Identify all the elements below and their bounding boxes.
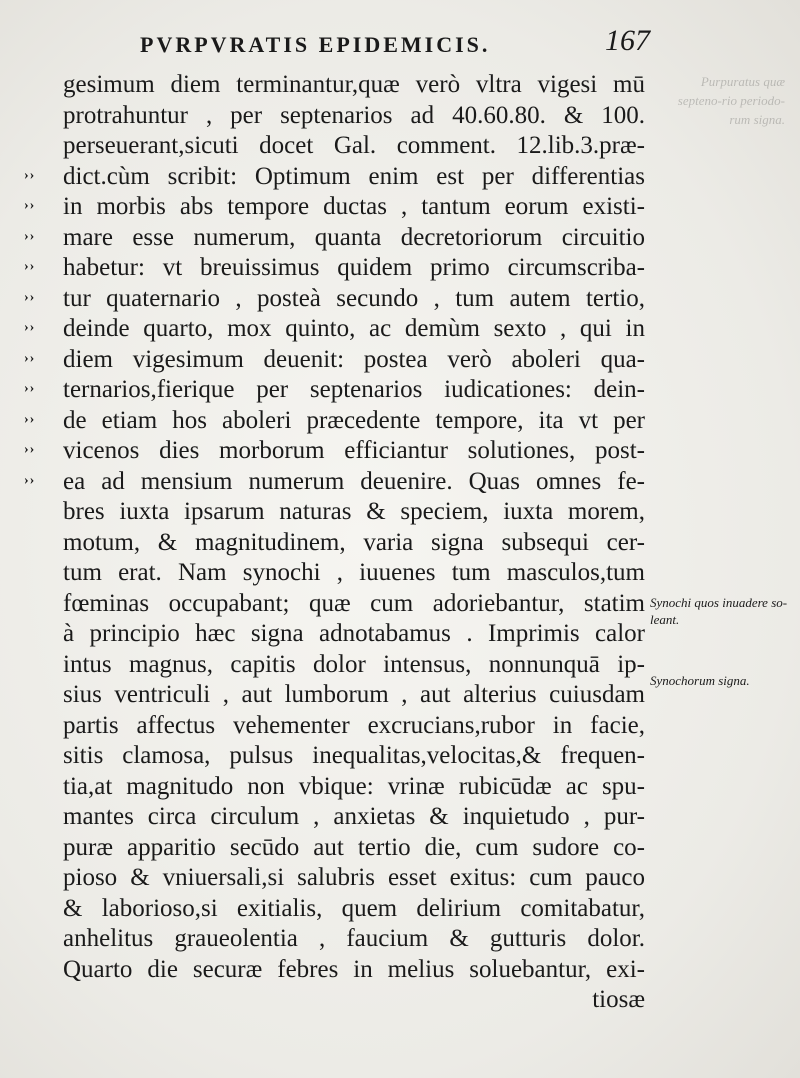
text-line [0,924,800,955]
page-header [140,26,650,60]
text-line [0,131,800,162]
line-text: dict.cùm scribit: Optimum enim est per differentias [63,162,645,190]
quotation-marker: ›› [24,320,36,335]
line-text: perseuerant,sicuti docet Gal. comment. 12.lib.3.præ- [63,132,645,159]
marginal-note-synochorum-signa: Synochorum signa. [650,673,750,688]
quotation-marker: ›› [24,228,36,244]
text-line [0,253,800,284]
line-text: intus magnus, capitis dolor intensus, nonnunquā ip- [63,650,645,678]
text-line [0,741,800,772]
line-text: mantes circa circulum , anxietas & inquietudo , pur- [63,803,645,830]
text-line [0,162,800,193]
text-line [0,467,800,498]
bleed-through-marginal-note: Purpuratus quæ septeno-rio periodo-rum signa. [677,74,785,127]
quotation-marker: ›› [24,198,36,213]
text-line [0,314,800,345]
text-line [0,528,800,559]
text-line [0,375,800,406]
quotation-marker: ›› [24,411,36,427]
text-line [0,70,800,101]
text-line [0,406,800,437]
line-text: vicenos dies morborum efficiantur solutiones, post- [63,437,645,464]
quotation-marker: ›› [24,381,36,396]
text-line [0,985,800,1016]
quotation-marker: ›› [24,472,36,488]
line-text: gesimum diem terminantur,quæ verò vltra vigesi mū [63,71,645,98]
line-text: & laborioso,si exitialis, quem delirium comitabatur, [63,894,645,922]
page-number: 167 [605,24,650,57]
line-text: tiosæ [592,986,645,1013]
quotation-marker: ›› [24,167,36,183]
line-text: sitis clamosa, pulsus inequalitas,velocitas,& frequen- [63,742,645,769]
text-line [0,833,800,864]
body-text [0,70,800,1016]
text-line [0,772,800,803]
line-text: protrahuntur , per septenarios ad 40.60.80. & 100. [63,101,645,129]
line-text: tum erat. Nam synochi , iuuenes tum masculos,tum [63,559,645,586]
quotation-marker: ›› [24,442,36,457]
running-head: PVRPVRATIS EPIDEMICIS. [140,32,491,57]
line-text: habetur: vt breuissimus quidem primo circumscriba- [63,254,645,281]
line-text: ea ad mensium numerum deuenire. Quas omnes fe- [63,467,645,495]
line-text: motum, & magnitudinem, varia signa subsequi cer- [63,528,645,556]
text-line [0,223,800,254]
line-text: ternarios,fierique per septenarios iudicationes: dein- [63,376,645,403]
line-text: bres iuxta ipsarum naturas & speciem, iuxta morem, [63,498,645,525]
line-text: puræ apparitio secūdo aut tertio die, cum sudore co- [63,833,645,861]
line-text: in morbis abs tempore ductas , tantum eorum existi- [63,193,645,220]
text-line [0,497,800,528]
text-line [0,284,800,315]
text-line [0,711,800,742]
line-text: diem vigesimum deuenit: postea verò aboleri qua- [63,345,645,373]
line-text: deinde quarto, mox quinto, ac demùm sexto , qui in [63,315,645,342]
quotation-marker: ›› [24,289,36,305]
text-line [0,894,800,925]
line-text: Quarto die securæ febres in melius soluebantur, exi- [63,955,645,983]
line-text: tur quaternario , posteà secundo , tum autem tertio, [63,284,645,312]
line-text: sius ventriculi , aut lumborum , aut alterius cuiusdam [63,681,645,708]
text-line [0,955,800,986]
text-line [0,802,800,833]
marginal-note-synochi-quos: Synochi quos inuadere so-leant. [650,595,788,627]
line-text: de etiam hos aboleri præcedente tempore, ita vt per [63,406,645,434]
quotation-marker: ›› [24,350,36,366]
line-text: mare esse numerum, quanta decretoriorum circuitio [63,223,645,251]
text-line [0,345,800,376]
line-text: partis affectus vehementer excrucians,rubor in facie, [63,711,645,739]
line-text: pioso & vniuersali,si salubris esset exitus: cum pauco [63,864,645,891]
text-line [0,863,800,894]
text-line [0,558,800,589]
text-line [0,101,800,132]
line-text: anhelitus graueolentia , faucium & gutturis dolor. [63,925,645,952]
line-text: fœminas occupabant; quæ cum adoriebantur, statim [63,589,645,617]
text-line [0,192,800,223]
quotation-marker: ›› [24,259,36,274]
line-text: à principio hæc signa adnotabamus . Imprimis calor [63,620,645,647]
line-text: tia,at magnitudo non vbique: vrinæ rubicūdæ ac spu- [63,772,645,800]
text-line [0,436,800,467]
